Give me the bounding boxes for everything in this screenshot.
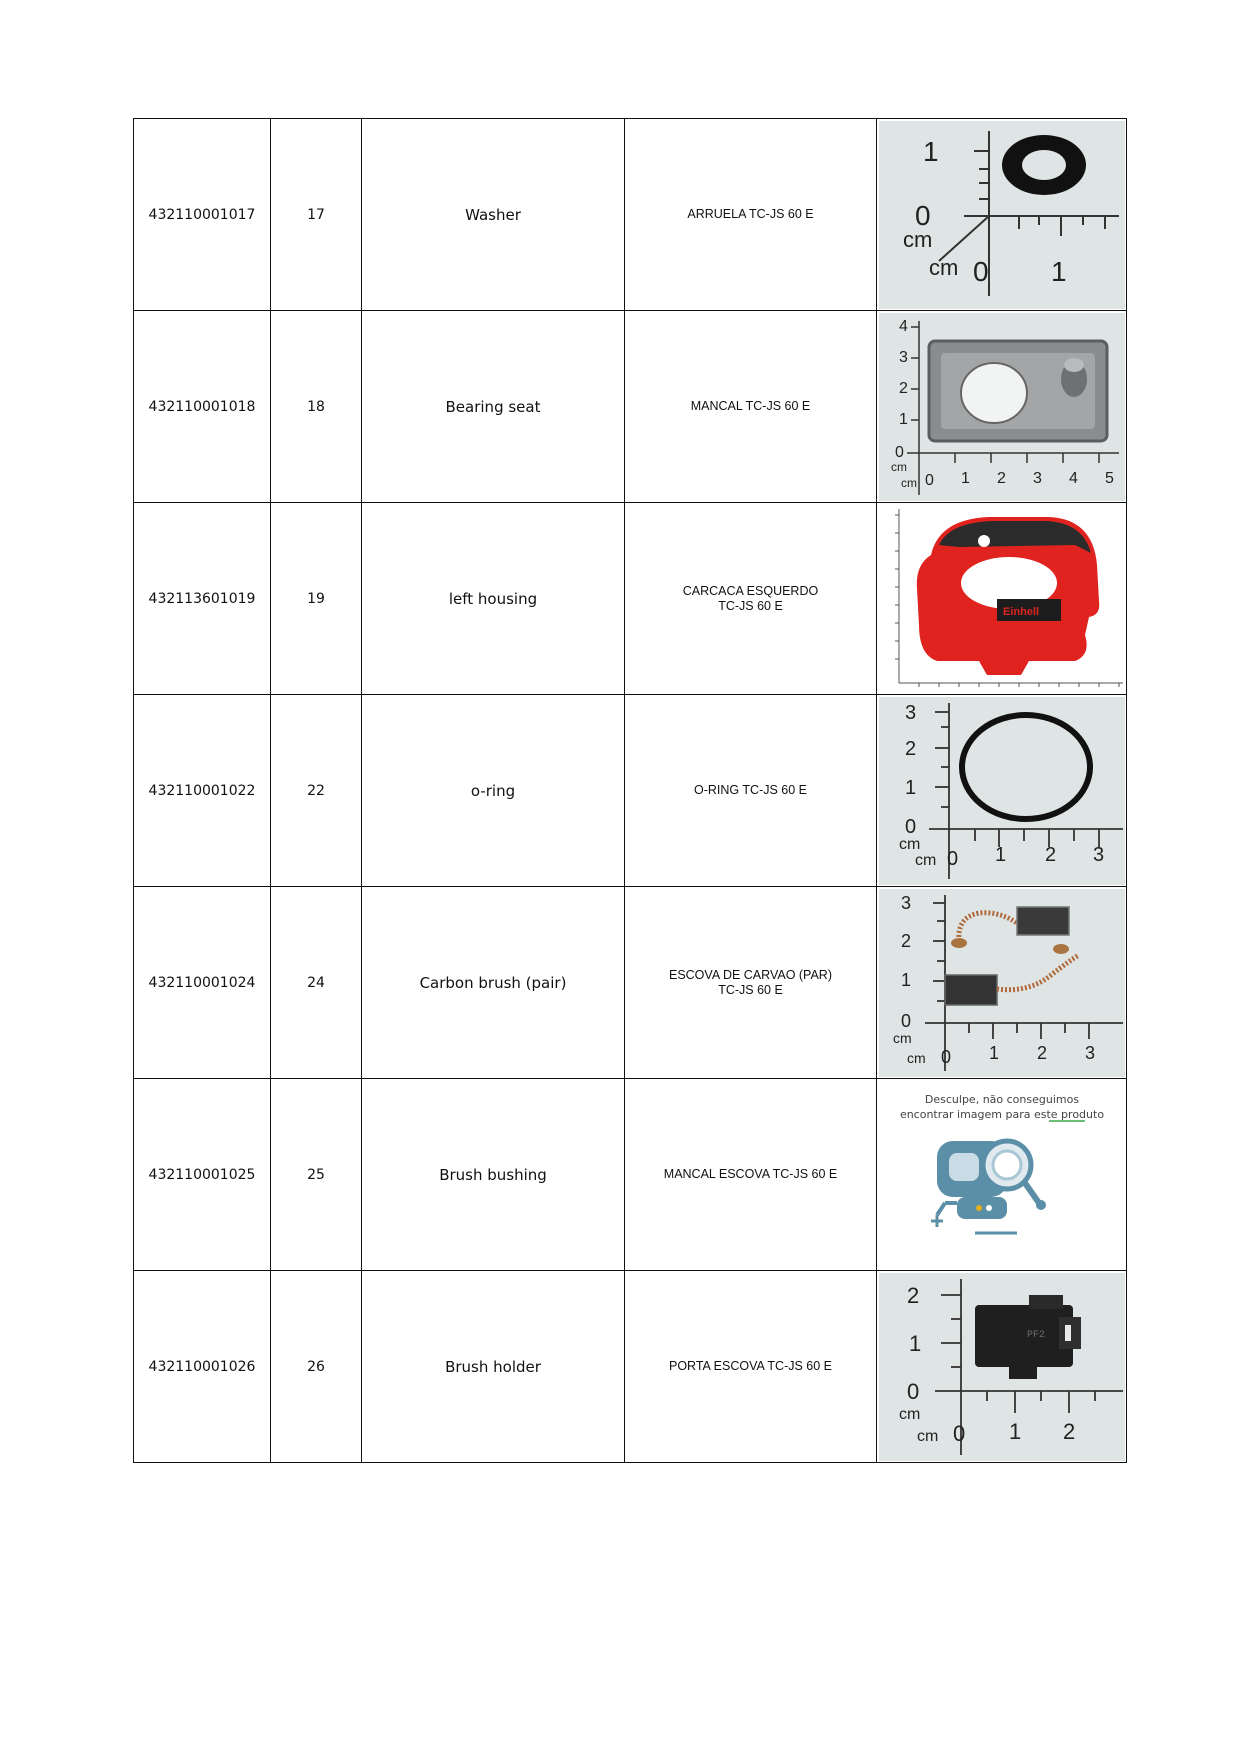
- left-housing-photo: [877, 503, 1127, 695]
- svg-text:5: 5: [1104, 469, 1114, 487]
- svg-text:0: 0: [894, 443, 904, 461]
- reference-number: 17: [271, 119, 362, 311]
- svg-text:Einhell: Einhell: [1002, 605, 1039, 618]
- table-row: [134, 311, 1127, 503]
- description-line: TC-JS 60 E: [718, 982, 783, 997]
- svg-text:1: 1: [960, 469, 970, 487]
- svg-text:cm: cm: [906, 1049, 926, 1066]
- table-row: [134, 1079, 1127, 1271]
- part-name: Bearing seat: [362, 311, 625, 503]
- svg-text:2: 2: [898, 379, 908, 397]
- part-description: [625, 503, 877, 695]
- table-row: [134, 119, 1127, 311]
- svg-text:cm: cm: [916, 1427, 938, 1445]
- reference-number: 26: [271, 1271, 362, 1463]
- svg-text:1: 1: [1050, 255, 1067, 287]
- no-image-placeholder: [877, 1079, 1127, 1271]
- svg-text:cm: cm: [898, 1405, 920, 1423]
- part-name: Brush bushing: [362, 1079, 625, 1271]
- brush-holder-photo: [877, 1271, 1127, 1463]
- description-line: MANCAL TC-JS 60 E: [690, 399, 811, 413]
- svg-text:0: 0: [904, 815, 916, 838]
- part-description: [625, 119, 877, 311]
- svg-text:1: 1: [922, 135, 939, 167]
- part-number: 432113601019: [134, 503, 271, 695]
- svg-text:cm: cm: [900, 475, 917, 490]
- part-name: o-ring: [362, 695, 625, 887]
- svg-text:0: 0: [972, 255, 989, 287]
- svg-text:4: 4: [1068, 469, 1078, 487]
- svg-text:2: 2: [996, 469, 1006, 487]
- description-line: ARRUELA TC-JS 60 E: [687, 207, 814, 221]
- part-description: [625, 695, 877, 887]
- placeholder-line-2: encontrar imagem para este produto: [899, 1107, 1104, 1121]
- svg-text:1: 1: [904, 776, 916, 799]
- part-description: [625, 311, 877, 503]
- svg-text:cm: cm: [892, 1029, 912, 1046]
- part-number: 432110001017: [134, 119, 271, 311]
- part-name: left housing: [362, 503, 625, 695]
- svg-text:2: 2: [1044, 843, 1056, 866]
- o-ring-photo: [877, 695, 1127, 887]
- svg-text:cm: cm: [928, 254, 958, 280]
- part-number: 432110001026: [134, 1271, 271, 1463]
- svg-text:cm: cm: [914, 851, 936, 869]
- reference-number: 22: [271, 695, 362, 887]
- table-row: [134, 887, 1127, 1079]
- part-number: 432110001024: [134, 887, 271, 1079]
- part-number: 432110001022: [134, 695, 271, 887]
- carbon-brush-photo: [877, 887, 1127, 1079]
- description-line: TC-JS 60 E: [718, 598, 783, 613]
- table-row: [134, 695, 1127, 887]
- svg-text:0: 0: [900, 1010, 911, 1031]
- part-number: 432110001018: [134, 311, 271, 503]
- placeholder-image: [879, 1081, 1125, 1269]
- svg-text:0: 0: [940, 1046, 951, 1067]
- reference-number: 18: [271, 311, 362, 503]
- svg-text:cm: cm: [890, 459, 907, 474]
- reference-number: 19: [271, 503, 362, 695]
- svg-text:PF2: PF2: [1026, 1329, 1045, 1341]
- description-line: ESCOVA DE CARVAO (PAR): [668, 967, 832, 982]
- svg-text:1: 1: [900, 969, 911, 990]
- parts-table: [133, 118, 1127, 1463]
- svg-text:1: 1: [1008, 1418, 1021, 1444]
- description-line: MANCAL ESCOVA TC-JS 60 E: [663, 1167, 838, 1181]
- svg-text:0: 0: [924, 471, 934, 489]
- svg-text:3: 3: [1032, 469, 1042, 487]
- carbon-brush-image: [879, 889, 1125, 1077]
- reference-number: 25: [271, 1079, 362, 1271]
- svg-text:0: 0: [952, 1420, 965, 1446]
- part-name: Brush holder: [362, 1271, 625, 1463]
- o-ring-image: [879, 697, 1125, 885]
- table-row: [134, 1271, 1127, 1463]
- washer-photo: [877, 119, 1127, 311]
- table-row: [134, 503, 1127, 695]
- svg-text:0: 0: [906, 1378, 919, 1404]
- svg-text:3: 3: [1092, 843, 1104, 866]
- svg-text:2: 2: [1062, 1418, 1075, 1444]
- bearing-seat-image: [879, 313, 1125, 501]
- left-housing-image: [879, 505, 1125, 693]
- description-line: CARCACA ESQUERDO: [682, 583, 819, 598]
- brush-holder-image: [879, 1273, 1125, 1461]
- svg-text:3: 3: [898, 348, 908, 366]
- svg-text:2: 2: [904, 737, 916, 760]
- part-description: [625, 887, 877, 1079]
- svg-text:2: 2: [906, 1282, 919, 1308]
- svg-text:cm: cm: [898, 835, 920, 853]
- bearing-seat-photo: [877, 311, 1127, 503]
- part-number: 432110001025: [134, 1079, 271, 1271]
- svg-text:1: 1: [908, 1330, 921, 1356]
- svg-text:0: 0: [914, 199, 931, 231]
- part-name: Washer: [362, 119, 625, 311]
- svg-text:3: 3: [1084, 1042, 1095, 1063]
- svg-text:1: 1: [994, 843, 1006, 866]
- description-line: O-RING TC-JS 60 E: [694, 783, 807, 797]
- svg-text:0: 0: [946, 847, 958, 870]
- svg-text:3: 3: [904, 701, 916, 724]
- svg-text:3: 3: [900, 892, 911, 913]
- part-description: [625, 1079, 877, 1271]
- part-name: Carbon brush (pair): [362, 887, 625, 1079]
- svg-text:4: 4: [898, 317, 908, 335]
- washer-image: [879, 121, 1125, 309]
- svg-text:1: 1: [898, 410, 908, 428]
- svg-text:2: 2: [1036, 1042, 1047, 1063]
- description-line: PORTA ESCOVA TC-JS 60 E: [668, 1359, 833, 1373]
- svg-text:cm: cm: [902, 226, 932, 252]
- part-description: [625, 1271, 877, 1463]
- svg-text:1: 1: [988, 1042, 999, 1063]
- svg-text:2: 2: [900, 930, 911, 951]
- placeholder-line-1: Desculpe, não conseguimos: [924, 1092, 1079, 1106]
- reference-number: 24: [271, 887, 362, 1079]
